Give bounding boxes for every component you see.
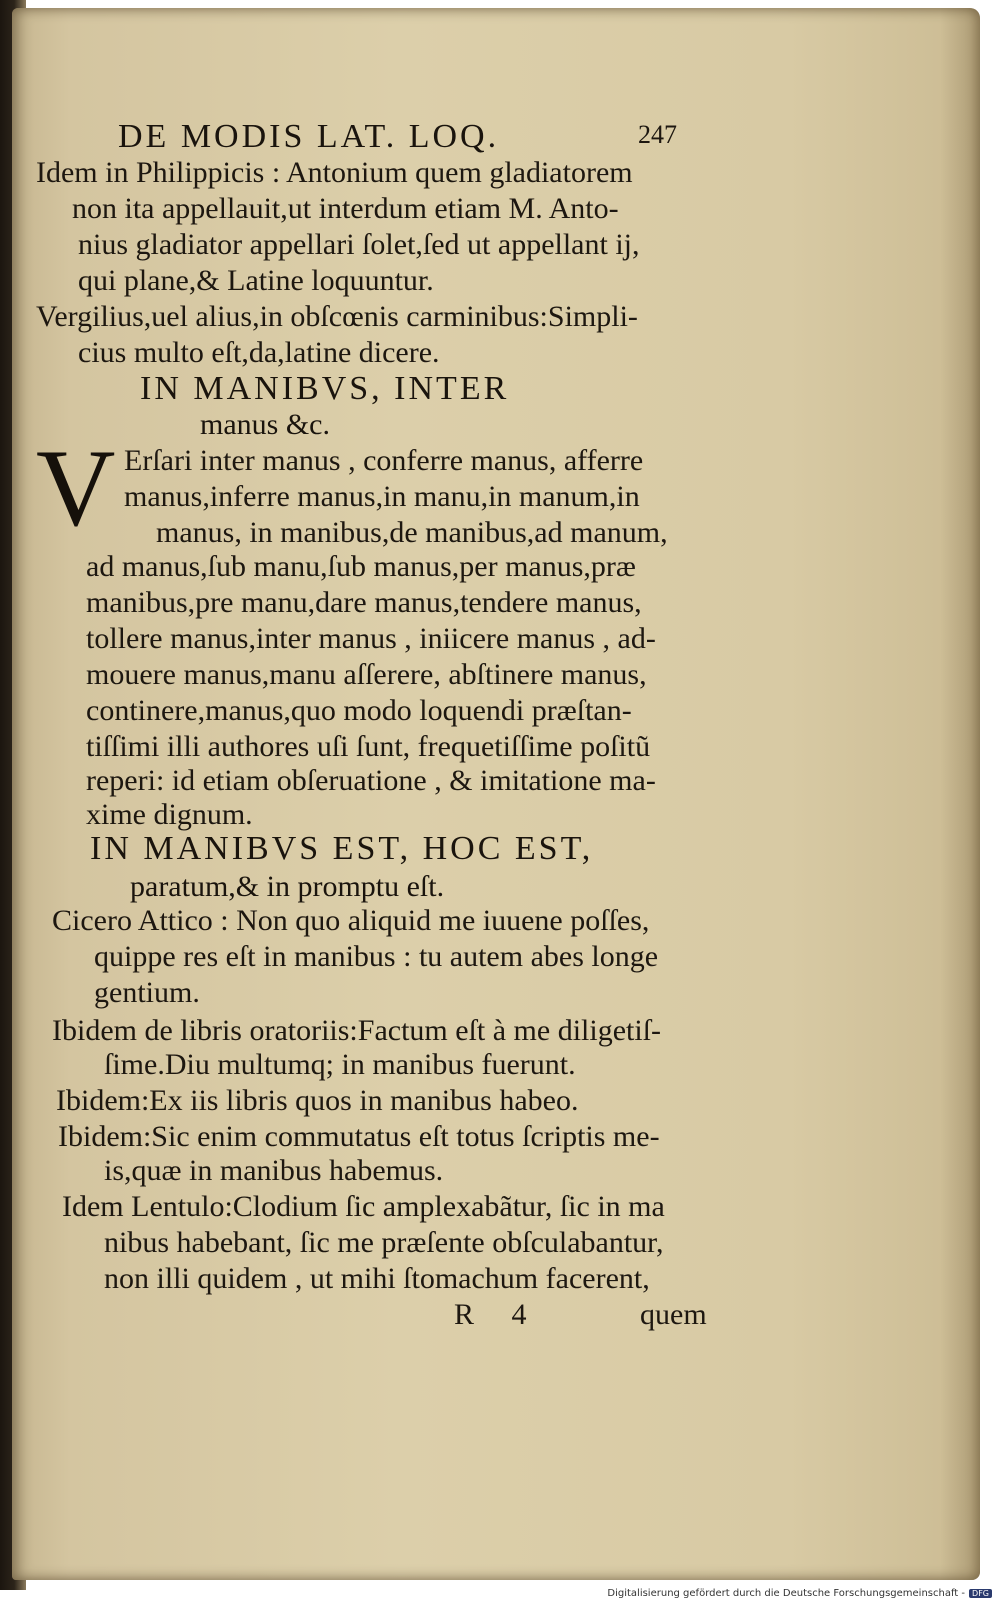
credit-text: Digitalisierung gefördert durch die Deutsche Forschungsgemeinschaft - [607, 1588, 966, 1599]
text-line: tollere manus,inter manus , iniicere manus , ad- [86, 622, 656, 655]
running-title: DE MODIS LAT. LOQ. [118, 118, 500, 155]
dfg-logo-icon: DFG [969, 1589, 992, 1598]
text-line: Erſari inter manus , conferre manus, afferre [124, 444, 644, 477]
text-line: Cicero Attico : Non quo aliquid me iuuene poſſes, [52, 904, 650, 937]
text-line: nius gladiator appellari ſolet,ſed ut appellant ij, [78, 228, 640, 261]
text-line: ad manus,ſub manu,ſub manus,per manus,præ [86, 550, 636, 583]
text-line: is,quæ in manibus habemus. [104, 1154, 444, 1187]
text-line: nibus habebant, ſic me præſente obſculabantur, [104, 1226, 664, 1259]
section-heading: IN MANIBVS EST, HOC EST, [90, 830, 594, 867]
text-line: xime dignum. [86, 798, 253, 831]
text-line: reperi: id etiam obſeruatione , & imitatione ma- [86, 764, 656, 797]
text-line: Idem in Philippicis : Antonium quem gladiatorem [36, 156, 633, 189]
section-heading: IN MANIBVS, INTER [140, 370, 510, 407]
text-line: Ibidem de libris oratoriis:Factum eſt à me diligetiſ- [52, 1014, 662, 1047]
text-line: Ibidem:Ex iis libris quos in manibus habeo. [56, 1084, 579, 1117]
text-line: cius multo eſt,da,latine dicere. [78, 336, 440, 369]
text-line: non ita appellauit,ut interdum etiam M. Anto- [72, 192, 619, 225]
text-line: Ibidem:Sic enim commutatus eſt totus ſcriptis me- [58, 1120, 660, 1153]
text-line: tiſſimi illi authores uſi ſunt, frequetiſſime poſitũ [86, 730, 651, 763]
text-line: manibus,pre manu,dare manus,tendere manus, [86, 586, 642, 619]
text-line: manus, in manibus,de manibus,ad manum, [156, 516, 668, 549]
text-line: qui plane,& Latine loquuntur. [78, 264, 434, 297]
catchword: quem [640, 1298, 707, 1331]
text-line: Vergilius,uel alius,in obſcœnis carminibus:Simpli- [36, 300, 638, 333]
signature-mark: R 4 [454, 1298, 527, 1331]
text-line: non illi quidem , ut mihi ſtomachum facerent, [104, 1262, 650, 1295]
text-line: gentium. [94, 976, 200, 1009]
text-line: mouere manus,manu aſſerere, abſtinere manus, [86, 658, 647, 691]
text-line: quippe res eſt in manibus : tu autem abes longe [94, 940, 659, 973]
text-line: Idem Lentulo:Clodium ſic amplexabãtur, ſic in ma [62, 1190, 665, 1223]
section-subheading: manus &c. [200, 408, 330, 441]
text-line: ſime.Diu multumq; in manibus fuerunt. [104, 1048, 576, 1081]
drop-cap-initial: V [36, 427, 116, 549]
digitization-credit [607, 1588, 992, 1599]
page-number: 247 [638, 120, 677, 149]
page-edge-shadow [940, 8, 980, 1580]
section-subheading: paratum,& in promptu eſt. [130, 870, 445, 903]
text-line: manus,inferre manus,in manu,in manum,in [124, 480, 640, 513]
text-line: continere,manus,quo modo loquendi præſtan- [86, 694, 632, 727]
